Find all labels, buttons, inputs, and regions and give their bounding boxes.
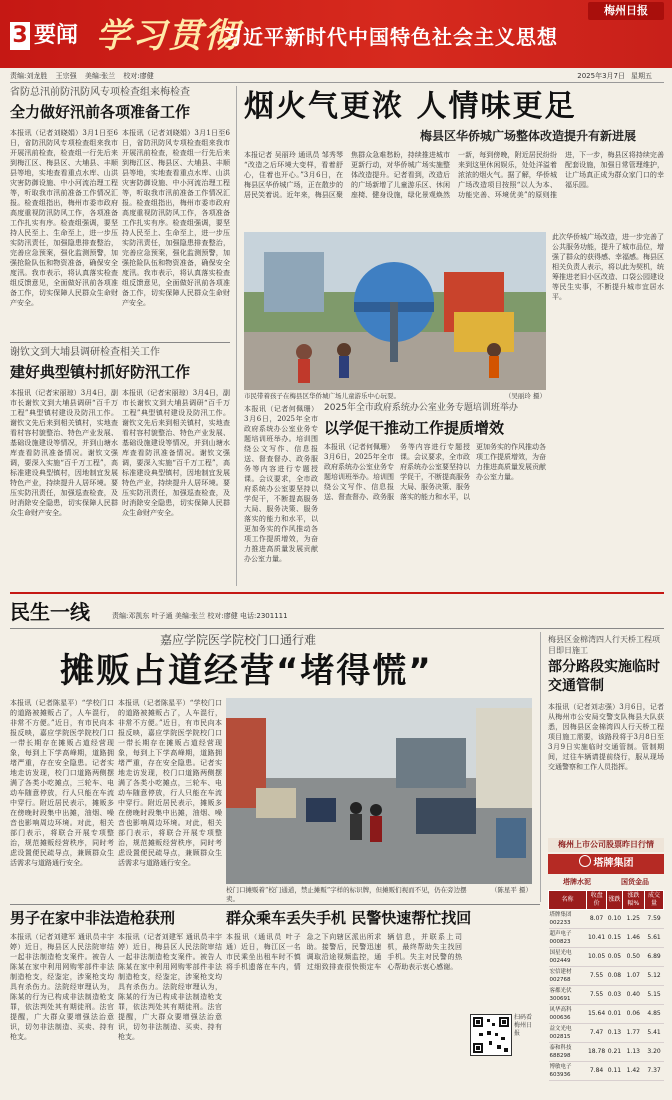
theme-script-title: 学习贯彻 [96, 16, 240, 56]
bottom-left-body-col1: 本报讯（记者刘建军 通讯员丰宇婷）近日，梅县区人民法院审结一起非法制造枪支案件。被告人陈某在家中利用网购零部件非法制造枪支，经鉴定，涉案枪支均具有杀伤力。法院经审理认为，陈某的行为已构成非法制造枪支罪，依法判处其有期徒刑。法官提醒，广大群众要增强法治意识，切勿非法制造、买卖、持有枪支。 [10, 933, 114, 1041]
main-story-photo [226, 698, 532, 884]
stock-row [549, 948, 664, 967]
stock-row [549, 1024, 664, 1043]
section-number: 3 [10, 22, 30, 50]
stock-value-cell: 5.15 [645, 986, 664, 1005]
stock-header-cell: 成交量 [645, 891, 664, 910]
article-left1-title: 全力做好汛前各项准备工作 [10, 103, 191, 121]
company-logo-icon [579, 855, 591, 867]
article-left2-kicker: 谢钦文到大埔县调研检查相关工作 [10, 347, 160, 358]
stock-row [549, 1062, 664, 1081]
traffic-body: 本报讯（记者刘志强）3月6日，记者从梅州市公安局交警支队梅县大队获悉，因梅县区金棉湾四人行天桥工程项目施工需要，该路段将于3月8日至3月9日实施临时交通管制。管制期间，过往车辆请提前绕行，服从现场交通警察和工作人员指挥。 [548, 703, 664, 771]
stock-row [549, 929, 664, 948]
stock-value-cell: 7.37 [645, 1062, 664, 1081]
article-center2-title: 以学促干推动工作提质增效 [324, 419, 505, 437]
minsheng-designer: 美编:张兰 [174, 612, 206, 620]
qr-code[interactable] [470, 1014, 512, 1056]
stock-header-cell: 涨跌 [607, 891, 622, 910]
stock-value-cell: 0.50 [622, 948, 644, 967]
traffic-title: 部分路段实施临时交通管制 [548, 659, 660, 694]
feature-caption: 市民带着孩子在梅县区华侨城广场儿童游乐中心玩耍。 [244, 392, 400, 400]
stock-value-cell: 15.64 [586, 1005, 606, 1024]
stock-value-cell: 1.07 [622, 967, 644, 986]
info-layout: 美编:张兰 [84, 72, 116, 80]
main-story-caption: 校门口摊贩着“校门通道，禁止摊贩”字样的标识牌，但摊贩们视而不见，仍在旁边摆卖。 [226, 886, 467, 903]
stock-title: 梅州上市公司股票昨日行情 [548, 838, 664, 852]
feature-body-right: 此次华侨城广场改造，进一步完善了公共服务功能，提升了城市品位，增强了群众的获得感、幸福感。梅县区相关负责人表示，将以此为契机，统筹推进老旧小区改造、口袋公园建设等民生实事，不断提升城市宜居水平。 [552, 233, 664, 301]
stock-value-cell: 18.78 [586, 1043, 606, 1062]
article-center2-kicker: 2025年全市政府系统办公室业务专题培训班举办 [324, 403, 518, 413]
stock-value-cell: 5.41 [645, 1024, 664, 1043]
stock-name-cell: 国星光电 002449 [549, 948, 587, 967]
info-designer: 王宗强 [55, 72, 77, 80]
stock-row [549, 1043, 664, 1062]
stock-name-cell: 塔牌集团 002233 [549, 910, 587, 929]
theme-subtitle: 习近平新时代中国特色社会主义思想 [222, 25, 558, 49]
stock-value-cell: 0.03 [607, 986, 622, 1005]
stock-value-cell: 3.20 [645, 1043, 664, 1062]
stock-value-cell: 0.15 [607, 929, 622, 948]
traffic-kicker: 梅县区金棉湾四人行天桥工程项目即日施工 [548, 635, 660, 655]
stock-company-banner [548, 854, 664, 874]
minsheng-proof: 校对:廖健 [207, 612, 238, 620]
stock-tagline [548, 876, 664, 888]
stock-name-cell: 宏信建材 002768 [549, 967, 587, 986]
article-left2-title: 建好典型镇村抓好防汛工作 [10, 363, 191, 381]
feature-title: 烟火气更浓 人情味更足 [244, 89, 577, 124]
stock-value-cell: 7.59 [645, 910, 664, 929]
qr-code-icon [471, 1015, 511, 1055]
article-left2-body-col2: 本报讯（记者宋丽琼）3月4日，副市长谢钦文到大埔县调研“百千万工程”典型镇村建设及防汛工作。谢钦文先后来到相关镇村，实地查看村容村貌整治、特色产业发展、基础设施建设等情况，并到山塘水库查看防汛准备情况。谢钦文强调，要深入实施“百千万工程”，高标准建设典型镇村，因地制宜发展特色产业，持续提升人居环境。要压实防汛责任，加强巡查检查，及时消除安全隐患，切实保障人民群众生命财产安全。 [122, 389, 230, 517]
stock-header-cell: 涨跌幅% [622, 891, 644, 910]
stock-table-header [549, 891, 664, 910]
stock-table [548, 890, 664, 1081]
bottom-mid-title: 群众乘车丢失手机 民警快速帮忙找回 [226, 909, 472, 927]
article-left1-body-col1: 本报讯（记者刘晓娟）3月1日至6日，省防汛防风专项检查组来我市开展汛前检查，检查组一行先后来到梅江区、梅县区、大埔县、丰顺县等地，实地查看重点水库、山洪灾害防御设施、中小河流治理工程等，听取我市汛前准备工作情况汇报。检查组指出，梅州市委市政府高度重视防汛防风工作，各项准备工作扎实有序。检查组强调，要坚持人民至上、生命至上，进一步压实防汛责任，加强隐患排查整治，完善应急预案，强化监测预警，加强抢险队伍和物资准备，确保安全度汛。我市表示，将认真落实检查组反馈意见，全面做好汛前各项准备工作，切实保障人民群众生命财产安全。 [10, 129, 118, 307]
stock-value-cell: 0.11 [607, 1062, 622, 1081]
stock-value-cell: 0.13 [607, 1024, 622, 1043]
stock-value-cell: 7.55 [586, 967, 606, 986]
minsheng-editor: 责编:邓凯东 [112, 612, 150, 620]
main-story-photo-credit: （陈星平 摄） [490, 886, 532, 894]
main-story-kicker: 嘉应学院医学院校门口通行难 [160, 633, 317, 647]
article-center2-body-col1: 本报讯（记者何佩珊）3月6日，2025年全市政府系统办公室业务专题培训班举办。培训围绕公文写作、信息报送、督查督办、政务服务等内容进行专题授课。会议要求，全市政府系统办公室要坚持以学促干，不断提高服务大局、服务决策、服务落实的能力和水平，以更加务实的作风推动各项工作提质增效，为奋力推进高质量发展贡献办公室力量。 [244, 405, 318, 563]
minsheng-reviewer: 叶子通 [151, 612, 173, 620]
stock-tagline-left: 塔牌水泥 [563, 878, 591, 886]
stock-value-cell: 0.10 [607, 910, 622, 929]
stock-row [549, 910, 664, 929]
stock-value-cell: 8.07 [586, 910, 606, 929]
stock-company-name: 塔牌集团 [593, 858, 634, 869]
stock-value-cell: 1.42 [622, 1062, 644, 1081]
paper-badge: 梅州日报 [588, 2, 664, 20]
info-date-text: 2025年3月7日 [577, 72, 625, 80]
stock-name-cell: 泰和科技 688298 [549, 1043, 587, 1062]
stock-value-cell: 0.08 [607, 967, 622, 986]
stock-name-cell: 超声电子 000823 [549, 929, 587, 948]
stock-value-cell: 0.05 [607, 948, 622, 967]
stock-row [549, 967, 664, 986]
divider [10, 628, 664, 629]
feature-photo-credit: （吴丽玲 摄） [504, 392, 546, 400]
stock-value-cell: 4.85 [645, 1005, 664, 1024]
stock-value-cell: 0.06 [622, 1005, 644, 1024]
stock-value-cell: 7.84 [586, 1062, 606, 1081]
stock-name-cell: 客都光伏 300691 [549, 986, 587, 1005]
stock-value-cell: 1.46 [622, 929, 644, 948]
info-editor: 责编:刘龙胜 [10, 72, 48, 80]
bottom-left-title: 男子在家中非法造枪获刑 [10, 909, 176, 927]
stock-table-wrap [548, 890, 664, 1090]
info-date [577, 70, 658, 82]
stock-name-cell: 益文光电 002815 [549, 1024, 587, 1043]
feature-body: 本报记者 吴丽玲 通讯员 邹秀琴 “改造之后环境大变样，看着舒心，住着也开心。”3月6日，在梅县区华侨城广场，正在散步的居民笑着说。近年来，梅县区聚焦群众急难愁盼，持续推进城市更新行动，对华侨城广场实施整体改造提升。记者看到，改造后的广场新增了儿童游乐区、休闲座椅、健身设施，绿化景观焕然一新，每到傍晚，附近居民纷纷来到这里休闲娱乐，处处洋溢着浓浓的烟火气。据了解，华侨城广场改造项目按照“以人为本、功能完善、环境优美”的原则推进，下一步，梅县区将持续完善配套设施，加强日常管理维护，让广场真正成为群众家门口的幸福乐园。 [244, 151, 664, 199]
divider [10, 904, 540, 905]
feature-photo [244, 232, 546, 390]
main-story-title: 摊贩占道经营“堵得慌” [60, 651, 433, 691]
article-left1-kicker: 省防总汛前防汛防风专项检查组来梅检查 [10, 87, 190, 98]
info-proof: 校对:廖健 [123, 72, 154, 80]
info-weekday: 星期五 [631, 72, 652, 80]
stock-value-cell: 5.61 [645, 929, 664, 948]
stock-row [549, 1005, 664, 1024]
stock-value-cell: 7.47 [586, 1024, 606, 1043]
stock-value-cell: 6.89 [645, 948, 664, 967]
stock-value-cell: 1.25 [622, 910, 644, 929]
qr-label: 扫码看梅州日报 [514, 1014, 533, 1037]
main-story-body-col2: 本报讯（记者陈星平）“学校门口的道路被摊贩占了，人车混行，非常不方便。”近日，有市民向本报反映，嘉应学院医学院校门口一带长期存在摊贩占道经营现象，每到上下学高峰期，道路拥堵严重，存在安全隐患。记者实地走访发现，校门口道路两侧摆满了各类小吃摊点，三轮车、电动车随意停放，行人只能在车流中穿行。附近居民表示，摊贩多在傍晚时段集中出摊，油烟、噪音也影响周边环境。对此，相关部门表示，将联合开展专项整治，规范摊贩经营秩序，同时考虑设置便民疏导点，兼顾群众生活需求与道路通行安全。 [118, 699, 222, 867]
playground-illustration [244, 232, 546, 390]
feature-subtitle: 梅县区华侨城广场整体改造提升有新进展 [420, 129, 637, 143]
stock-tagline-right: 国货金品 [621, 878, 649, 886]
minsheng-label: 民生一线 [10, 600, 90, 624]
stock-value-cell: 1.77 [622, 1024, 644, 1043]
divider [236, 86, 237, 586]
stock-value-cell: 7.55 [586, 986, 606, 1005]
article-left2-body-col1: 本报讯（记者宋丽琼）3月4日，副市长谢钦文到大埔县调研“百千万工程”典型镇村建设及防汛工作。谢钦文先后来到相关镇村，实地查看村容村貌整治、特色产业发展、基础设施建设等情况，并到山塘水库查看防汛准备情况。谢钦文强调，要深入实施“百千万工程”，高标准建设典型镇村，因地制宜发展特色产业，持续提升人居环境。要压实防汛责任，加强巡查检查，及时消除安全隐患，切实保障人民群众生命财产安全。 [10, 389, 118, 517]
stock-name-cell: 风华高科 000636 [549, 1005, 587, 1024]
stock-value-cell: 1.13 [622, 1043, 644, 1062]
section-name: 要闻 [34, 23, 79, 48]
stock-value-cell: 10.41 [586, 929, 606, 948]
stock-value-cell: 10.05 [586, 948, 606, 967]
stock-value-cell: 0.21 [607, 1043, 622, 1062]
info-bar [10, 70, 664, 83]
stock-value-cell: 5.12 [645, 967, 664, 986]
stock-name-cell: 博敏电子 603936 [549, 1062, 587, 1081]
main-story-body-col1: 本报讯（记者陈星平）“学校门口的道路被摊贩占了，人车混行，非常不方便。”近日，有市民向本报反映，嘉应学院医学院校门口一带长期存在摊贩占道经营现象，每到上下学高峰期，道路拥堵严重，存在安全隐患。记者实地走访发现，校门口道路两侧摆满了各类小吃摊点，三轮车、电动车随意停放，行人只能在车流中穿行。附近居民表示，摊贩多在傍晚时段集中出摊，油烟、噪音也影响周边环境。对此，相关部门表示，将联合开展专项整治，规范摊贩经营秩序，同时考虑设置便民疏导点，兼顾群众生活需求与道路通行安全。 [10, 699, 114, 867]
minsheng-phone: 电话:2301111 [240, 612, 288, 620]
stock-value-cell: 0.40 [622, 986, 644, 1005]
bottom-mid-body: 本报讯（通讯员 叶子通）近日，梅江区一名市民乘坐出租车时不慎将手机遗落在车内，情急之下向辖区派出所求助。接警后，民警迅速调取沿途视频监控，通过细致排查很快锁定车辆信息，并联系上司机，最终帮助失主找回手机。失主对民警的热心帮助表示衷心感谢。 [226, 933, 462, 971]
divider [10, 342, 230, 343]
stock-table-body [549, 910, 664, 1081]
article-left1-body-col2: 本报讯（记者刘晓娟）3月1日至6日，省防汛防风专项检查组来我市开展汛前检查，检查组一行先后来到梅江区、梅县区、大埔县、丰顺县等地，实地查看重点水库、山洪灾害防御设施、中小河流治理工程等，听取我市汛前准备工作情况汇报。检查组指出，梅州市委市政府高度重视防汛防风工作，各项准备工作扎实有序。检查组强调，要坚持人民至上、生命至上，进一步压实防汛责任，加强隐患排查整治，完善应急预案，强化监测预警，加强抢险队伍和物资准备，确保安全度汛。我市表示，将认真落实检查组反馈意见，全面做好汛前各项准备工作，切实保障人民群众生命财产安全。 [122, 129, 230, 307]
bottom-left-body-col2: 本报讯（记者刘建军 通讯员丰宇婷）近日，梅县区人民法院审结一起非法制造枪支案件。被告人陈某在家中利用网购零部件非法制造枪支，经鉴定，涉案枪支均具有杀伤力。法院经审理认为，陈某的行为已构成非法制造枪支罪，依法判处其有期徒刑。法官提醒，广大群众要增强法治意识，切勿非法制造、买卖、持有枪支。 [118, 933, 222, 1041]
stock-value-cell: 0.01 [607, 1005, 622, 1024]
street-illustration [226, 698, 532, 884]
article-center2-body: 本报讯（记者何佩珊）3月6日，2025年全市政府系统办公室业务专题培训班举办。培训围绕公文写作、信息报送、督查督办、政务服务等内容进行专题授课。会议要求，全市政府系统办公室要坚持以学促干，不断提高服务大局、服务决策、服务落实的能力和水平，以更加务实的作风推动各项工作提质增效，为奋力推进高质量发展贡献办公室力量。 [324, 443, 546, 501]
minsheng-info [112, 610, 512, 622]
stock-header-cell: 收盘价 [586, 891, 606, 910]
stock-header-cell: 名称 [549, 891, 587, 910]
divider [540, 632, 541, 902]
stock-row [549, 986, 664, 1005]
section-rule [10, 592, 664, 594]
